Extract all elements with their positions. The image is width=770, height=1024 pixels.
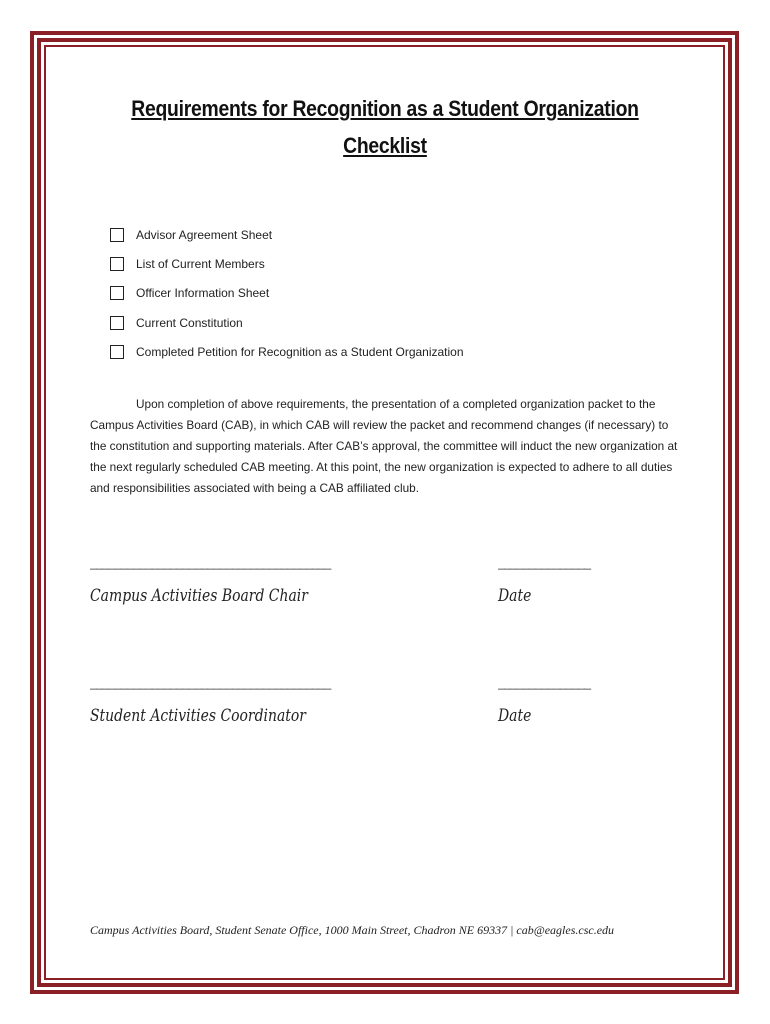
page-subtitle: Checklist	[343, 133, 427, 158]
chair-signature-line[interactable]: _______________________________________	[90, 556, 331, 570]
checkbox[interactable]	[110, 345, 124, 359]
checkbox[interactable]	[110, 286, 124, 300]
checklist-item-label: Current Constitution	[136, 315, 243, 330]
coordinator-date-label: Date	[498, 706, 532, 726]
checklist-item	[110, 249, 464, 278]
coordinator-date-line[interactable]: _______________	[498, 676, 591, 690]
checkbox[interactable]	[110, 228, 124, 242]
chair-date-line[interactable]: _______________	[498, 556, 591, 570]
chair-date-label: Date	[498, 586, 532, 606]
checkbox[interactable]	[110, 316, 124, 330]
coordinator-signature-label: Student Activities Coordinator	[90, 706, 306, 726]
page-title: Requirements for Recognition as a Student Organization	[131, 96, 639, 121]
paragraph-text: Upon completion of above requirements, the presentation of a completed organization packet to the Campus Activities Board (CAB), in which CAB will review the packet and recommend changes (if necessary) to the constitution and supporting materials. After CAB’s approval, the committee will induct the new organization at the next regularly scheduled CAB meeting. At this point, the new organization is expected to adhere to all duties and responsibilities associated with being a CAB affiliated club.	[90, 397, 678, 495]
checkbox[interactable]	[110, 257, 124, 271]
checklist-item-label: Advisor Agreement Sheet	[136, 227, 273, 242]
checklist-item	[110, 279, 464, 308]
requirements-paragraph	[90, 394, 682, 499]
checklist-item-label: Officer Information Sheet	[136, 286, 270, 301]
coordinator-signature-line[interactable]: _______________________________________	[90, 676, 331, 690]
checklist-item	[110, 220, 464, 249]
chair-signature-label: Campus Activities Board Chair	[90, 586, 308, 606]
requirements-checklist	[110, 220, 464, 366]
checklist-item-label: List of Current Members	[136, 256, 265, 271]
checklist-item-label: Completed Petition for Recognition as a Student Organization	[136, 344, 464, 359]
checklist-item	[110, 337, 464, 366]
checklist-item	[110, 308, 464, 337]
footer-contact: Campus Activities Board, Student Senate Office, 1000 Main Street, Chadron NE 69337 | cab@eagles.csc.edu	[90, 923, 615, 937]
page-border-inner	[44, 45, 725, 980]
